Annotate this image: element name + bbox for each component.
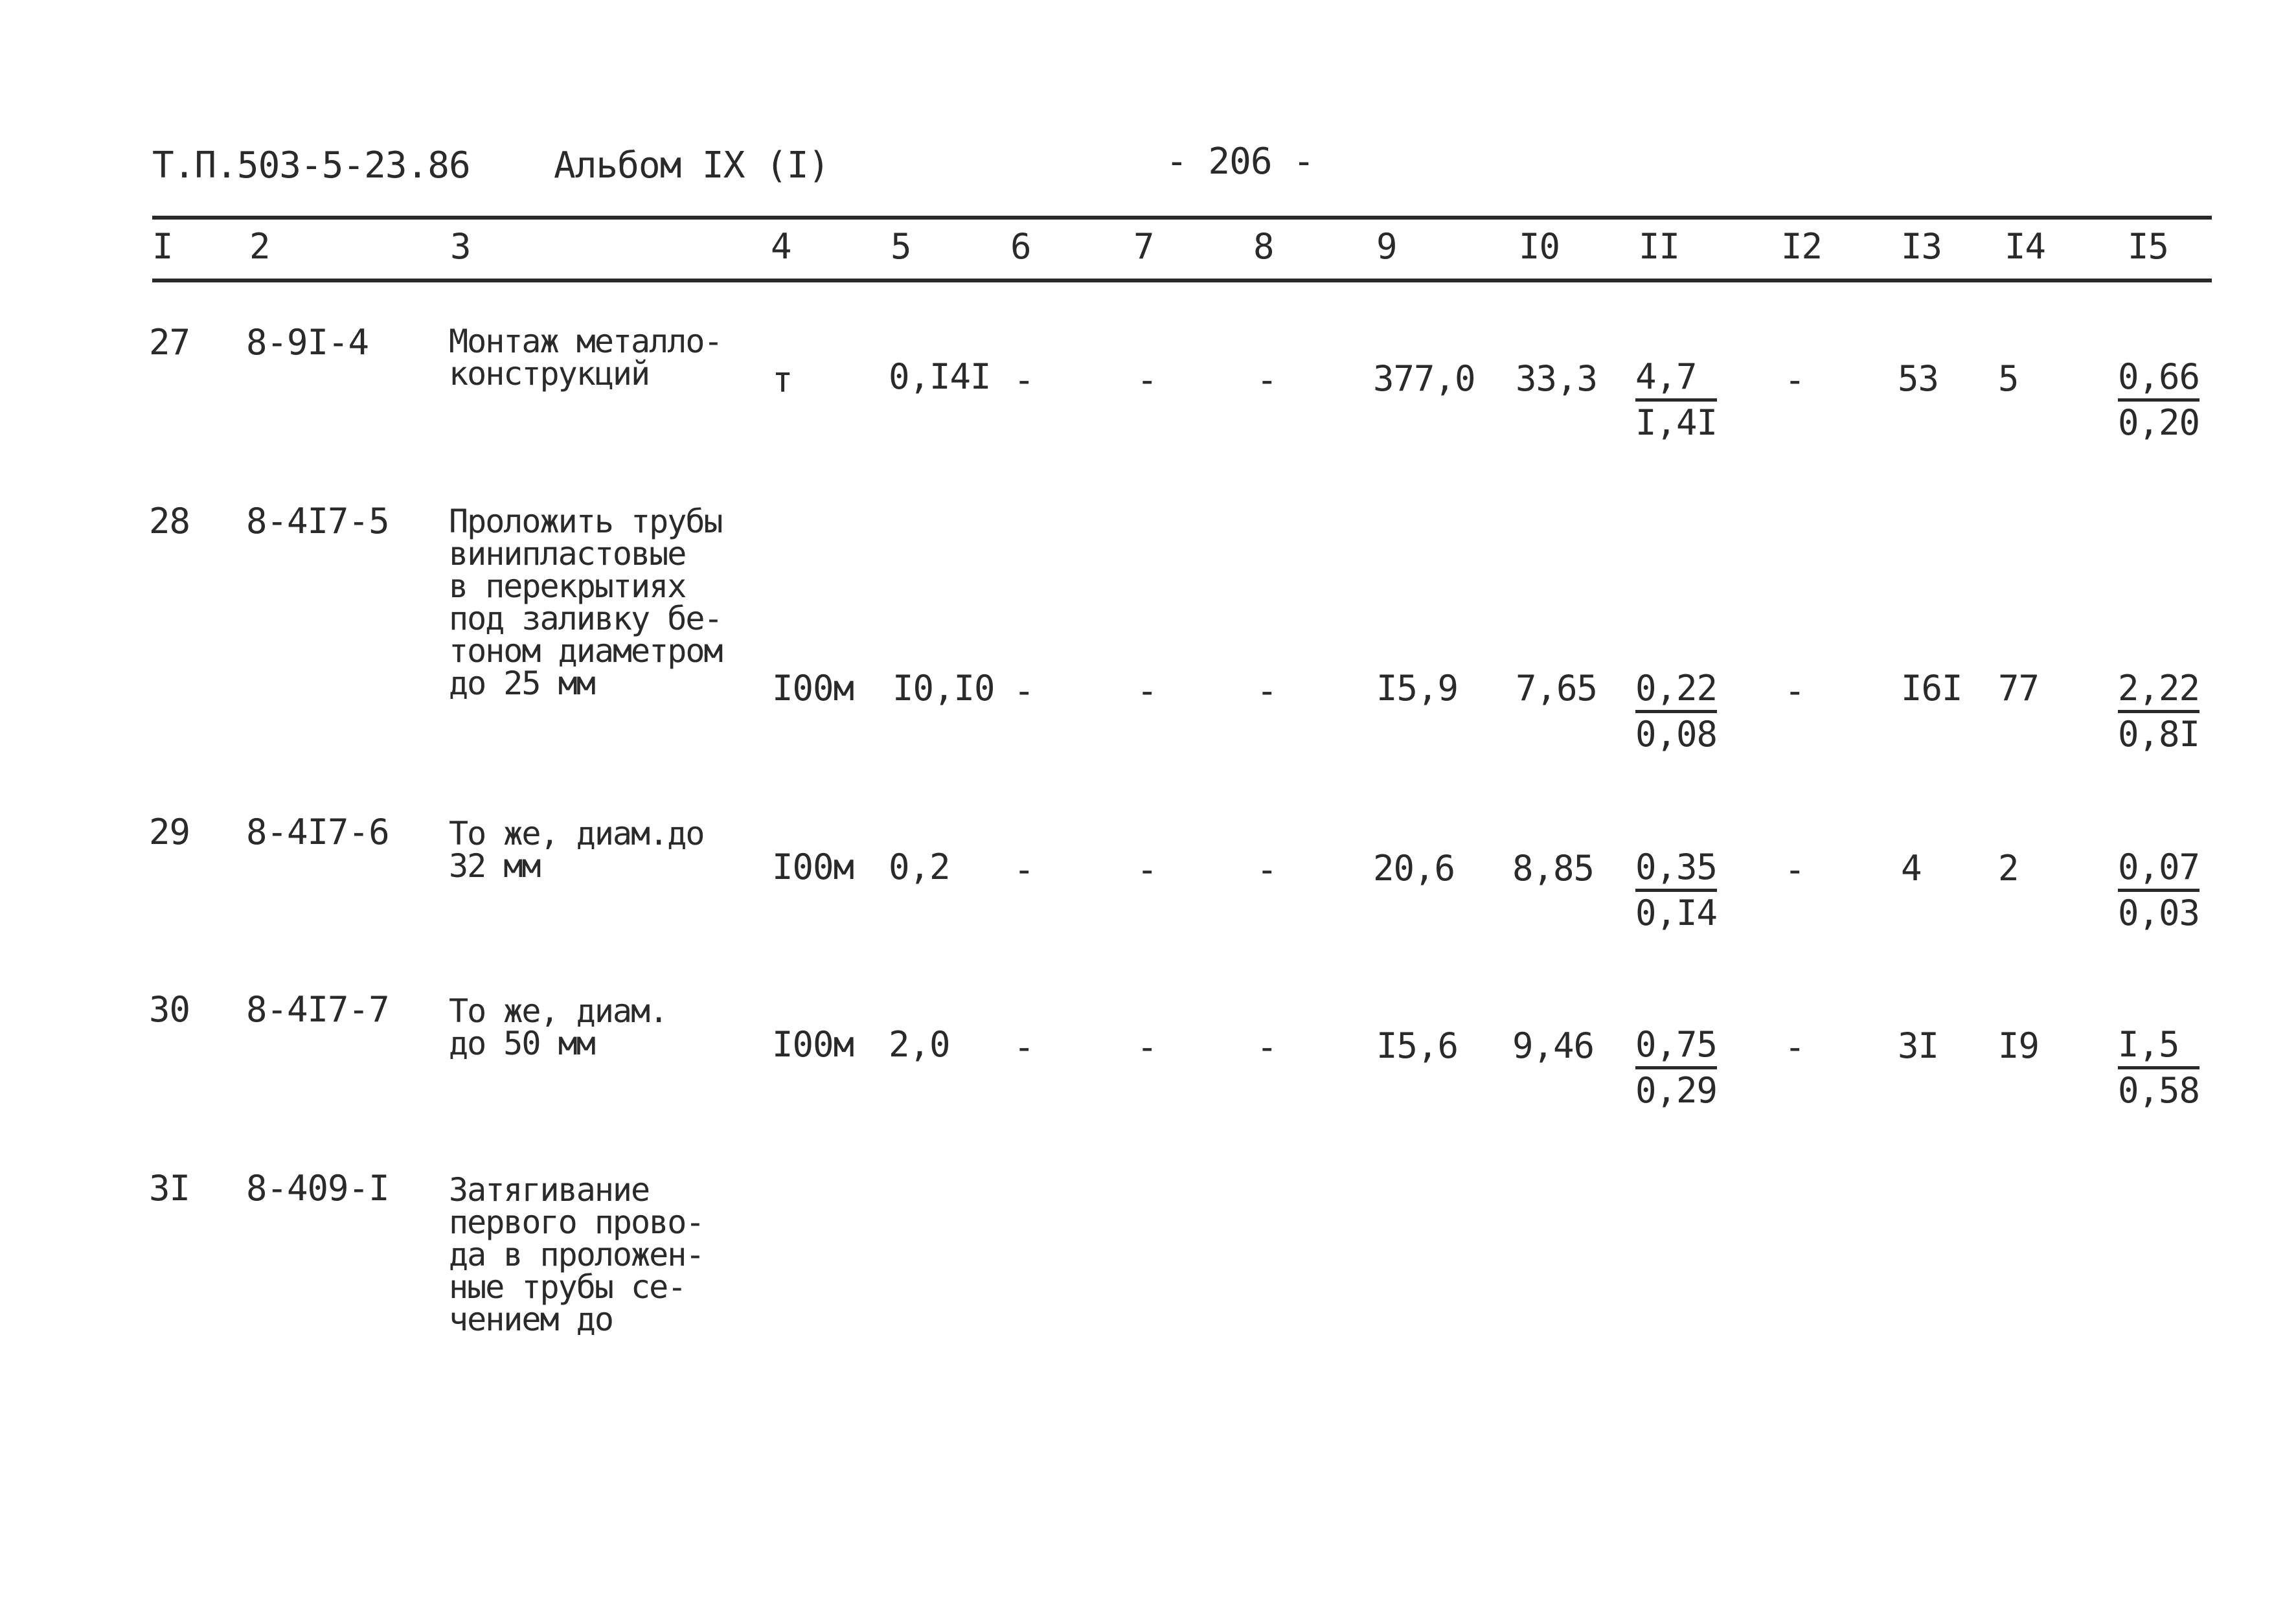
fraction-denominator: 0,20 — [2118, 402, 2200, 443]
unit: I00м — [772, 668, 854, 709]
column-header: II — [1639, 226, 1680, 267]
value-col14: 2 — [1998, 848, 2019, 889]
work-description: То же, диам. до 50 мм — [449, 992, 668, 1062]
value-col13: 4 — [1901, 848, 1922, 889]
unit: т — [772, 359, 793, 400]
value-col7: - — [1137, 359, 1157, 400]
fraction-denominator: 0,03 — [2118, 893, 2200, 933]
fraction-denominator: 0,08 — [1635, 714, 1718, 755]
row-number: 29 — [149, 812, 190, 852]
column-header: I0 — [1519, 226, 1560, 267]
value-col7: - — [1137, 670, 1157, 711]
album-label: Альбом IX (I) — [554, 144, 830, 187]
column-header: I5 — [2128, 226, 2169, 267]
fraction-numerator: 2,22 — [2118, 671, 2199, 713]
fraction-denominator: 0,29 — [1635, 1070, 1718, 1111]
fraction-numerator: 0,22 — [1635, 671, 1717, 713]
quantity: 2,0 — [889, 1024, 950, 1065]
fraction-numerator: 0,66 — [2118, 359, 2199, 402]
norm-code: 8-4I7-7 — [246, 989, 389, 1030]
work-description: Затягивание первого прово- да в проложен- ные трубы се- чением до — [449, 1171, 704, 1338]
row-number: 30 — [149, 989, 190, 1030]
quantity: I0,I0 — [892, 668, 995, 709]
value-col8: - — [1256, 1027, 1277, 1067]
column-header: 4 — [771, 226, 791, 267]
value-col12: - — [1784, 849, 1805, 890]
value-col8: - — [1256, 670, 1277, 711]
value-col10: 8,85 — [1512, 848, 1595, 889]
value-col9: I5,6 — [1376, 1025, 1459, 1066]
row-number: 3I — [149, 1168, 190, 1209]
fraction-col11 — [1635, 1024, 1718, 1111]
work-description: То же, диам.до 32 мм — [449, 815, 704, 885]
row-number: 28 — [149, 501, 190, 541]
quantity: 0,I4I — [889, 356, 991, 397]
value-col9: 377,0 — [1373, 358, 1475, 399]
fraction-denominator: 0,58 — [2118, 1070, 2200, 1111]
value-col13: I6I — [1901, 668, 1962, 709]
norm-code: 8-4I7-6 — [246, 812, 389, 852]
column-header: I4 — [2005, 226, 2046, 267]
value-col6: - — [1014, 670, 1034, 711]
value-col13: 3I — [1898, 1025, 1939, 1066]
norm-code: 8-409-I — [246, 1168, 389, 1209]
column-header: 6 — [1010, 226, 1031, 267]
fraction-col15 — [2118, 356, 2200, 443]
header-bottom-rule — [152, 279, 2212, 282]
fraction-col15 — [2118, 1024, 2200, 1111]
value-col7: - — [1137, 1027, 1157, 1067]
value-col9: 20,6 — [1373, 848, 1455, 889]
fraction-denominator: 0,I4 — [1635, 893, 1718, 933]
fraction-denominator: I,4I — [1635, 402, 1718, 443]
column-header: 9 — [1376, 226, 1397, 267]
column-header: I3 — [1901, 226, 1942, 267]
value-col12: - — [1784, 670, 1805, 711]
column-header: 8 — [1253, 226, 1274, 267]
value-col10: 7,65 — [1516, 668, 1598, 709]
norm-code: 8-9I-4 — [246, 322, 369, 363]
value-col6: - — [1014, 1027, 1034, 1067]
unit: I00м — [772, 847, 854, 887]
column-header: 2 — [249, 226, 270, 267]
work-description: Монтаж металло- конструкций — [449, 323, 722, 393]
value-col14: 5 — [1998, 358, 2019, 399]
unit: I00м — [772, 1024, 854, 1065]
value-col12: - — [1784, 359, 1805, 400]
value-col7: - — [1137, 849, 1157, 890]
value-col6: - — [1014, 849, 1034, 890]
value-col10: 9,46 — [1512, 1025, 1595, 1066]
fraction-numerator: 0,35 — [1635, 850, 1717, 892]
column-header: 7 — [1133, 226, 1154, 267]
value-col13: 53 — [1898, 358, 1939, 399]
fraction-numerator: 0,07 — [2118, 850, 2199, 892]
fraction-numerator: I,5 — [2118, 1027, 2199, 1069]
fraction-col11 — [1635, 847, 1718, 933]
column-header: I — [152, 226, 173, 267]
column-header: 5 — [891, 226, 911, 267]
fraction-numerator: 0,75 — [1635, 1027, 1717, 1069]
row-number: 27 — [149, 322, 190, 363]
page-number: - 206 - — [1166, 141, 1315, 183]
norm-code: 8-4I7-5 — [246, 501, 389, 541]
fraction-col15 — [2118, 668, 2200, 755]
fraction-numerator: 4,7 — [1635, 359, 1717, 402]
value-col6: - — [1014, 359, 1034, 400]
fraction-col15 — [2118, 847, 2200, 933]
quantity: 0,2 — [889, 847, 950, 887]
fraction-col11 — [1635, 356, 1718, 443]
value-col14: I9 — [1998, 1025, 2040, 1066]
value-col8: - — [1256, 849, 1277, 890]
value-col9: I5,9 — [1376, 668, 1459, 709]
document-code: Т.П.503-5-23.86 — [152, 144, 470, 187]
fraction-denominator: 0,8I — [2118, 714, 2200, 755]
column-header: 3 — [450, 226, 471, 267]
fraction-col11 — [1635, 668, 1718, 755]
work-description: Проложить трубы винипластовые в перекрытиях под заливку бе- тоном диаметром до 25 мм — [449, 503, 722, 702]
value-col10: 33,3 — [1516, 358, 1598, 399]
value-col8: - — [1256, 359, 1277, 400]
value-col12: - — [1784, 1027, 1805, 1067]
table-top-rule — [152, 216, 2212, 220]
column-header: I2 — [1781, 226, 1823, 267]
value-col14: 77 — [1998, 668, 2040, 709]
